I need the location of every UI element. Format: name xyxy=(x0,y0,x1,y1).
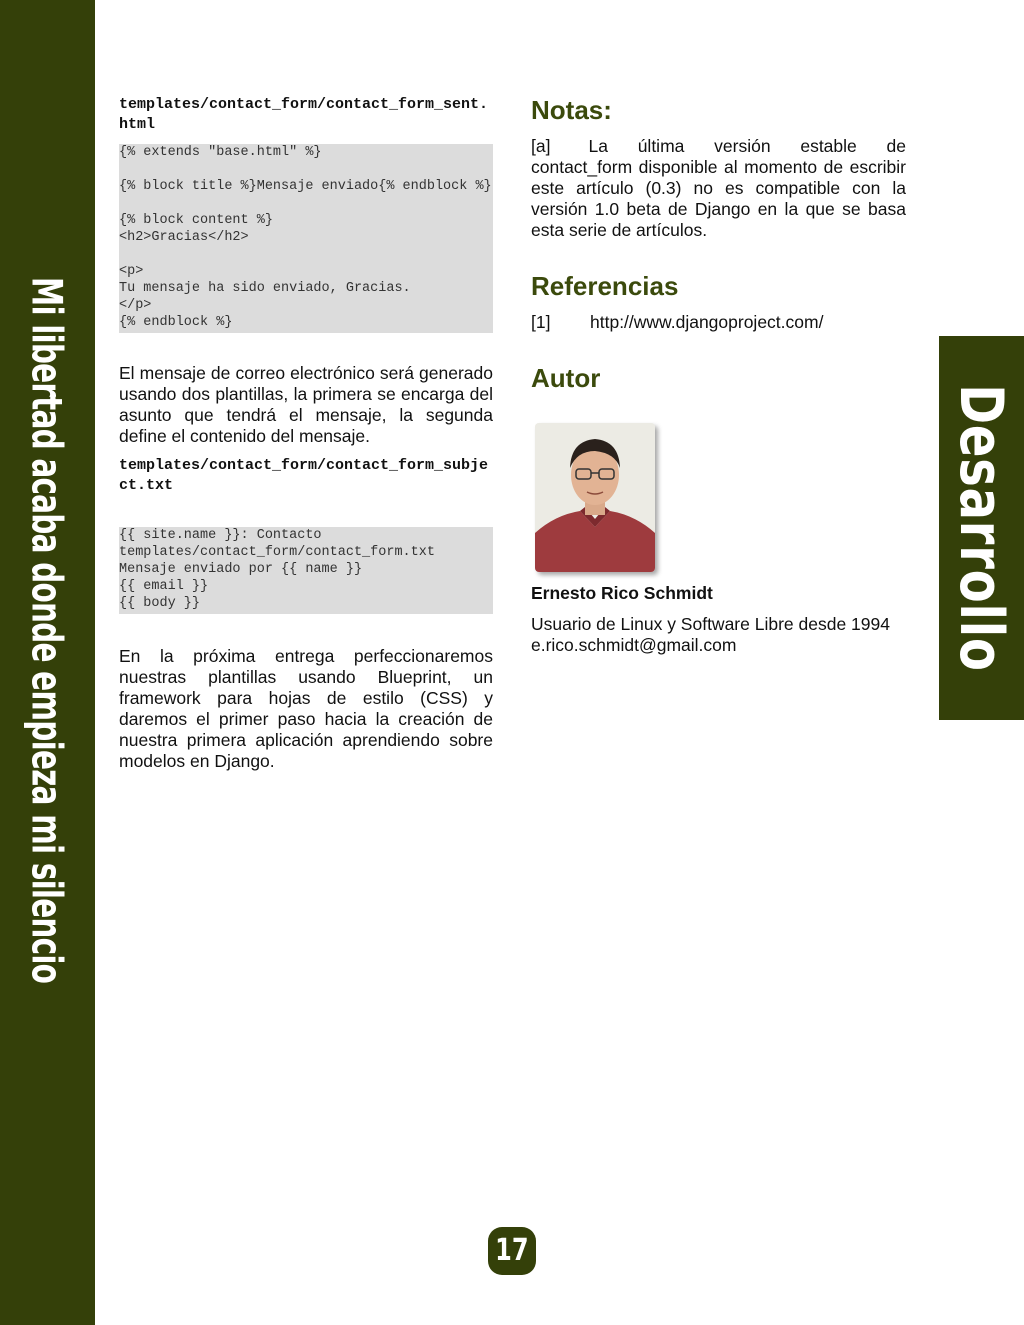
ref1-marker: [1] xyxy=(531,312,551,332)
paragraph-1: El mensaje de correo electrónico será generado usando dos plantillas, la primera se encarga del asunto que tendrá el mensaje, la segunda define el contenido del mensaje. xyxy=(119,363,493,446)
code-block-1: {% extends "base.html" %} {% block title %}Mensaje enviado{% endblock %} {% block content %} <h2>Gracias</h2> <p> Tu mensaje ha sido enviado, Gracias. </p> {% endblock %} xyxy=(119,144,493,333)
code-block-2: {{ site.name }}: Contacto templates/contact_form/contact_form.txt Mensaje enviado por {{ name }} {{ email }} {{ body }} xyxy=(119,527,493,614)
author-bio: Usuario de Linux y Software Libre desde 1994 xyxy=(531,614,890,634)
paragraph-2: En la próxima entrega perfeccionaremos nuestras plantillas usando Blueprint, un framework para hojas de estilo (CSS) y daremos el primer paso hacia la creación de nuestra primera aplicación aprendiendo sobre modelos en Django. xyxy=(119,646,493,771)
author-heading: Autor xyxy=(531,363,601,393)
references-heading: Referencias xyxy=(531,271,679,301)
note-a-marker: [a] xyxy=(531,136,551,156)
author-photo xyxy=(535,423,655,572)
section-tab-text: Desarrollo xyxy=(946,384,1016,672)
author-email[interactable]: e.rico.schmidt@gmail.com xyxy=(531,635,737,655)
page-number-badge: 17 xyxy=(488,1227,536,1275)
section-tab xyxy=(939,336,1024,720)
ref1-url[interactable]: http://www.djangoproject.com/ xyxy=(590,312,824,332)
notes-heading: Notas: xyxy=(531,95,612,125)
left-column xyxy=(119,95,493,772)
author-portrait-illustration xyxy=(535,423,655,572)
reference-1 xyxy=(531,312,906,333)
author-name: Ernesto Rico Schmidt xyxy=(531,583,713,603)
side-banner xyxy=(0,0,95,1325)
side-banner-text: Mi libertad acaba donde empieza mi silencio xyxy=(22,276,72,984)
note-a xyxy=(531,136,906,241)
right-column xyxy=(531,95,906,394)
author-info xyxy=(531,583,906,656)
note-a-text: La última versión estable de contact_form disponible al momento de escribir este artículo (0.3) no es compatible con la versión 1.0 beta de Django en la que se basa esta serie de artículos. xyxy=(531,136,906,240)
code-filename-2: templates/contact_form/contact_form_subject.txt xyxy=(119,457,489,494)
code-filename-1: templates/contact_form/contact_form_sent.html xyxy=(119,96,489,133)
